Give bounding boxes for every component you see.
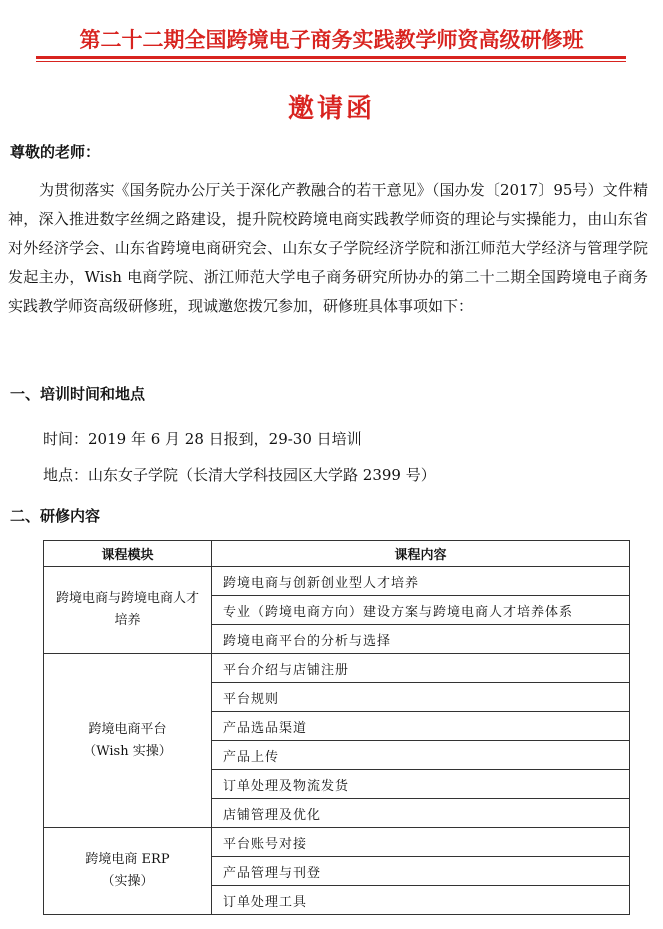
table-row [44,567,630,596]
table-row [44,654,630,683]
time-line: 时间：2019 年 6 月 28 日报到，29-30 日培训 [43,430,362,448]
header-rule-thick [36,56,626,59]
module-name: 跨境电商与跨境电商人才培养 [55,591,199,628]
course-table [43,540,630,915]
content-cell: 跨境电商平台的分析与选择 [212,625,630,654]
content-cell: 产品管理与刊登 [212,857,630,886]
content-cell: 平台规则 [212,683,630,712]
content-cell: 订单处理及物流发货 [212,770,630,799]
section-heading-content: 二、研修内容 [10,507,101,525]
header-cell-content: 课程内容 [212,541,630,567]
section-heading-time-place: 一、培训时间和地点 [10,385,146,403]
module-cell [44,828,212,915]
content-cell: 产品选品渠道 [212,712,630,741]
module-cell [44,654,212,828]
place-line: 地点：山东女子学院（长清大学科技园区大学路 2399 号） [43,466,436,484]
content-cell: 专业（跨境电商方向）建设方案与跨境电商人才培养体系 [212,596,630,625]
invitation-title: 邀请函 [287,94,375,124]
module-name: 跨境电商平台 [88,721,167,737]
content-cell: 平台介绍与店铺注册 [212,654,630,683]
content-cell: 订单处理工具 [212,886,630,915]
module-sub: （实操） [101,874,154,889]
module-name: 跨境电商 ERP [85,852,170,867]
table-row [44,828,630,857]
header-cell-module: 课程模块 [44,541,212,567]
intro-paragraph: 为贯彻落实《国务院办公厅关于深化产教融合的若干意见》（国办发〔2017〕95号）文件精神，深入推进数字丝绸之路建设，提升院校跨境电商实践教学师资的理论与实操能力，由山东省对外经济学会、山东省跨境电商研究会、山东女子学院经济学院和浙江师范大学经济与管理学院发起主办，Wish 电商学院、浙江师范大学电子商务研究所协办的第二十二期全国跨境电子商务实践教学师资高级研修班，现诚邀您拨冗参加，研修班具体事项如下： [8,181,648,315]
header-rule-thin [36,61,626,62]
content-cell: 跨境电商与创新创业型人才培养 [212,567,630,596]
content-cell: 平台账号对接 [212,828,630,857]
content-cell: 店铺管理及优化 [212,799,630,828]
salutation: 尊敬的老师： [10,143,101,161]
content-cell: 产品上传 [212,741,630,770]
module-sub: （Wish 实操） [83,743,172,759]
table-header-row [44,541,630,567]
header-title: 第二十二期全国跨境电子商务实践教学师资高级研修班 [79,28,584,52]
module-cell [44,567,212,654]
